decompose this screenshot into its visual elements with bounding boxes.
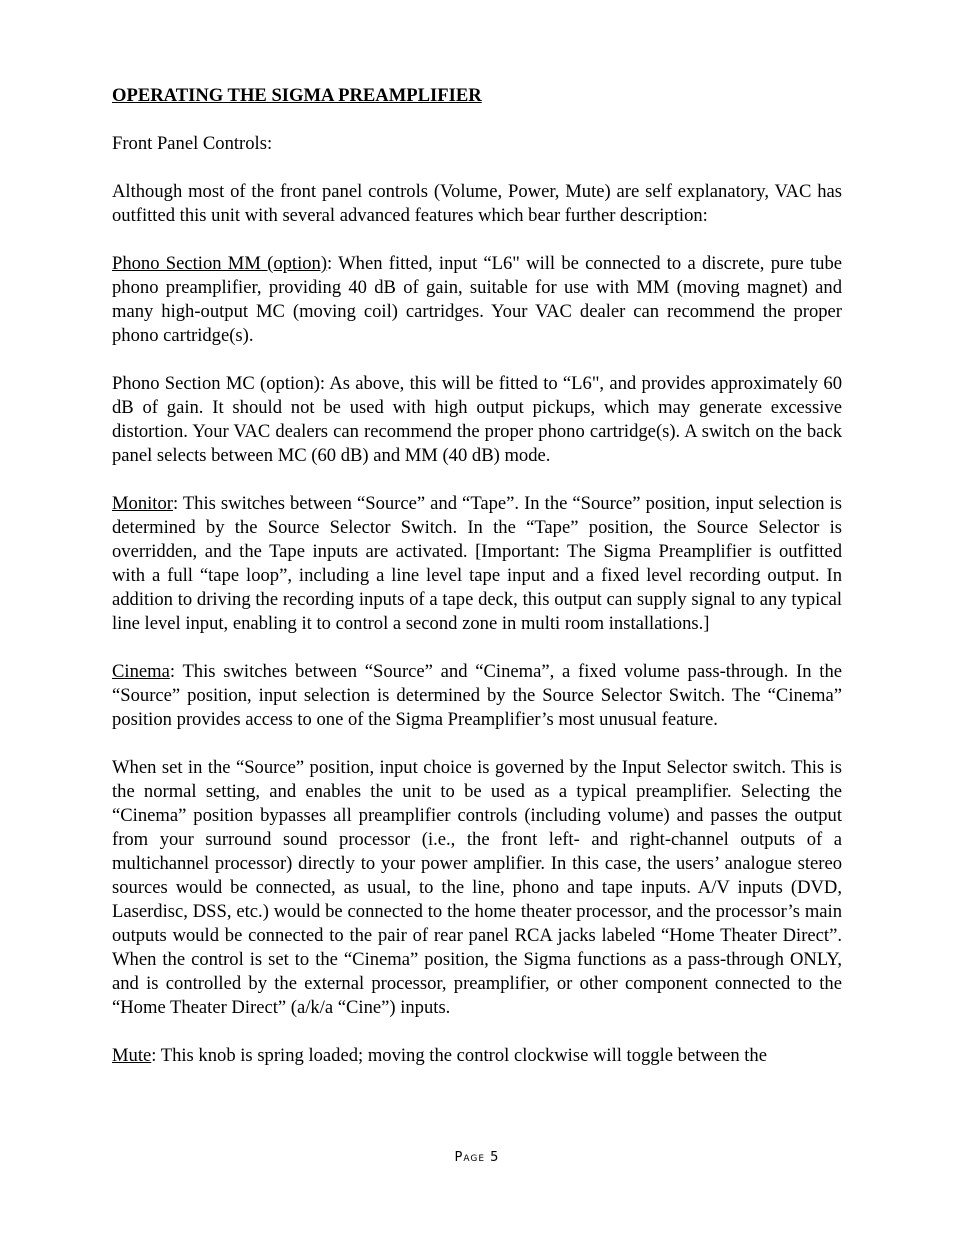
monitor-term: Monitor	[112, 493, 173, 514]
page-title: OPERATING THE SIGMA PREAMPLIFIER	[112, 85, 482, 106]
mute-text: : This knob is spring loaded; moving the control clockwise will toggle between the	[151, 1045, 767, 1066]
phono-mm-text: : When fitted, input “L6" will be connected to a discrete, pure tube phono preamplifier, providing 40 dB of gain, suitable for use with MM (moving magnet) and many high-output MC (moving coil) cartridges. Your VAC dealer can recommend the proper phono cartridge(s).	[112, 253, 843, 346]
mute-paragraph	[112, 1044, 842, 1068]
document-page	[112, 84, 842, 1092]
cinema-term: Cinema	[112, 661, 170, 682]
cinema-detail-paragraph: When set in the “Source” position, input choice is governed by the Input Selector switch. This is the normal setting, and enables the unit to be used as a typical preamplifier. Selecting the “Cinema” position bypasses all preamplifier controls (including volume) and passes the output from your surround sound processor (i.e., the front left- and right-channel outputs of a multichannel processor) directly to your power amplifier. In this case, the users’ analogue stereo sources would be connected, as usual, to the line, phono and tape inputs. A/V inputs (DVD, Laserdisc, DSS, etc.) would be connected to the home theater processor, and the processor’s main outputs would be connected to the pair of rear panel RCA jacks labeled “Home Theater Direct”. When the control is set to the “Cinema” position, the Sigma functions as a pass-through ONLY, and is controlled by the external processor, preamplifier, or other component connected to the “Home Theater Direct” (a/k/a “Cine”) inputs.	[112, 757, 842, 1018]
page-number: Page 5	[454, 1150, 500, 1165]
intro-paragraph: Although most of the front panel controls (Volume, Power, Mute) are self explanatory, VAC has outfitted this unit with several advanced features which bear further description:	[112, 181, 842, 226]
phono-mm-paragraph	[112, 252, 842, 348]
cinema-text: : This switches between “Source” and “Cinema”, a fixed volume pass-through. In the “Source” position, input selection is determined by the Source Selector Switch. The “Cinema” position provides access to one of the Sigma Preamplifier’s most unusual feature.	[112, 661, 842, 730]
phono-mc-paragraph: Phono Section MC (option): As above, this will be fitted to “L6", and provides approximately 60 dB of gain. It should not be used with high output pickups, which may generate excessive distortion. Your VAC dealers can recommend the proper phono cartridge(s). A switch on the back panel selects between MC (60 dB) and MM (40 dB) mode.	[112, 373, 842, 466]
monitor-text: : This switches between “Source” and “Tape”. In the “Source” position, input selection is determined by the Source Selector Switch. In the “Tape” position, the Source Selector is overridden, and the Tape inputs are activated. [Important: The Sigma Preamplifier is outfitted with a full “tape loop”, including a line level tape input and a fixed level recording output. In addition to driving the recording inputs of a tape deck, this output can supply signal to any typical line level input, enabling it to control a second zone in multi room installations.]	[112, 493, 842, 634]
phono-mm-term: Phono Section MM (option)	[112, 253, 328, 274]
cinema-paragraph	[112, 660, 842, 732]
mute-term: Mute	[112, 1045, 152, 1066]
subheading: Front Panel Controls:	[112, 133, 273, 154]
monitor-paragraph	[112, 492, 842, 636]
